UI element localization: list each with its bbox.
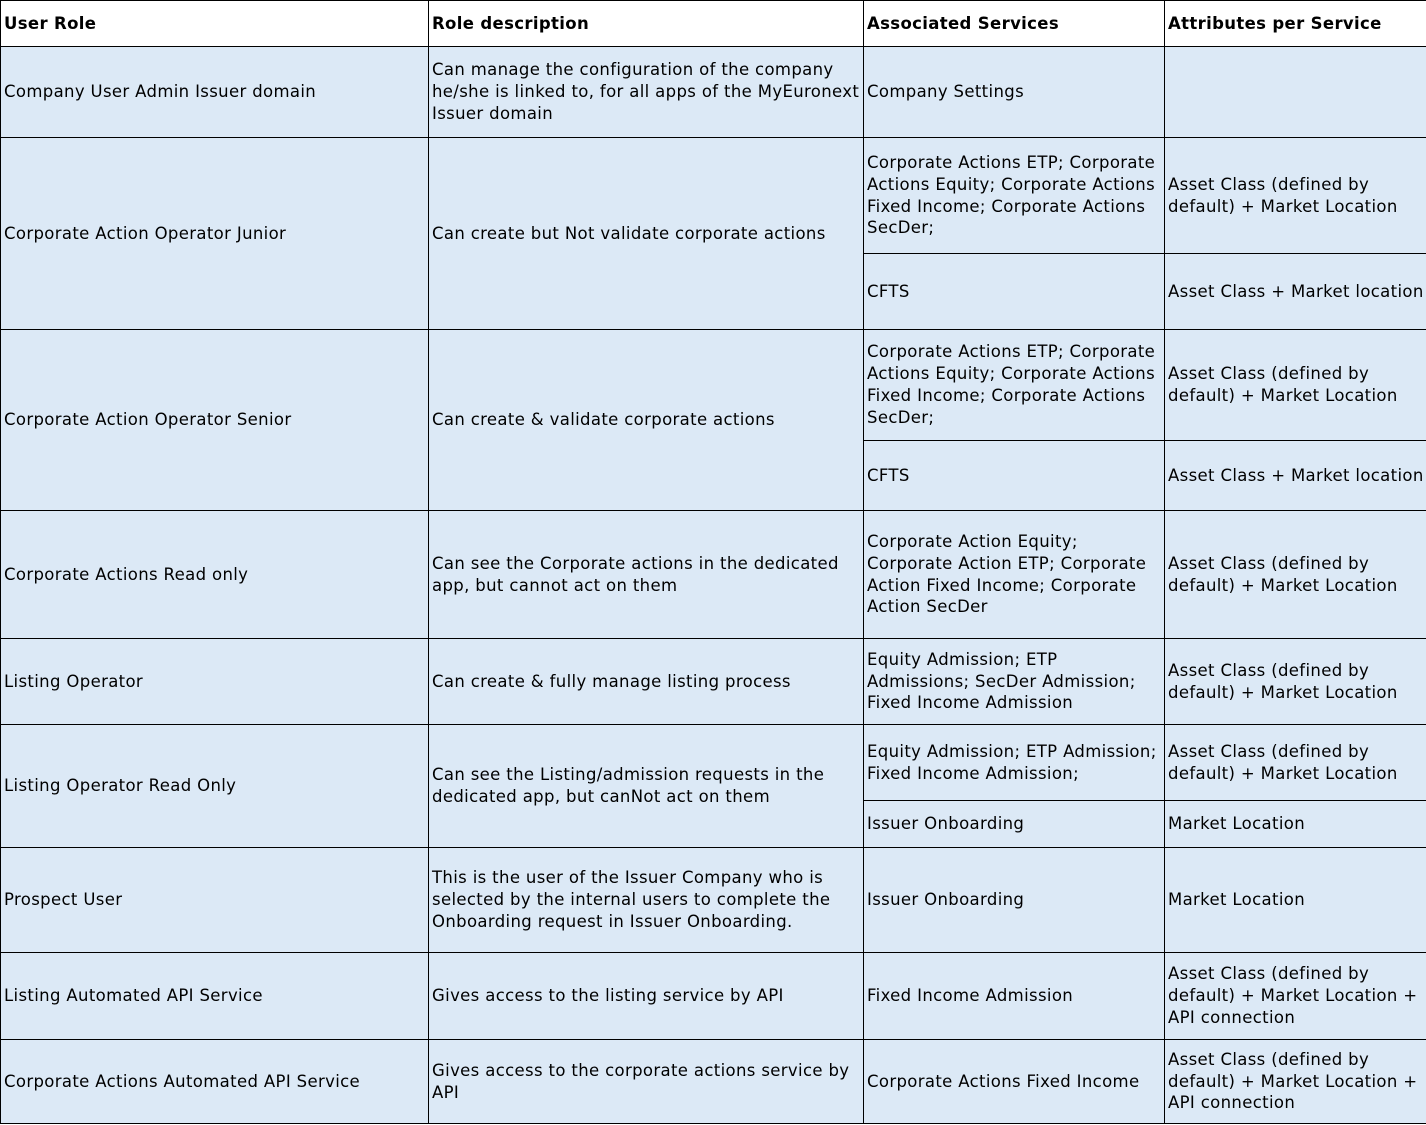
table-row [1,138,1426,254]
attributes-cell: Asset Class + Market location [1165,254,1426,330]
attributes-cell: Asset Class (defined by default) + Market Location + API connection [1165,1040,1426,1124]
description-cell: Can create but Not validate corporate actions [429,138,864,330]
role-cell: Corporate Action Operator Senior [1,330,429,511]
attributes-cell: Market Location [1165,801,1426,848]
role-cell: Prospect User [1,848,429,953]
attributes-cell [1165,47,1426,138]
role-cell: Company User Admin Issuer domain [1,47,429,138]
attributes-cell: Asset Class (defined by default) + Market Location [1165,138,1426,254]
service-cell: Equity Admission; ETP Admissions; SecDer Admission; Fixed Income Admission [864,639,1165,725]
service-cell: Fixed Income Admission [864,953,1165,1040]
description-cell: Can see the Listing/admission requests in the dedicated app, but canNot act on them [429,725,864,848]
attributes-cell: Market Location [1165,848,1426,953]
description-cell: Can create & validate corporate actions [429,330,864,511]
description-cell: Can manage the configuration of the company he/she is linked to, for all apps of the MyEuronext Issuer domain [429,47,864,138]
header-role-description: Role description [429,1,864,47]
attributes-cell: Asset Class (defined by default) + Market Location + API connection [1165,953,1426,1040]
description-cell: Gives access to the corporate actions service by API [429,1040,864,1124]
description-cell: Gives access to the listing service by API [429,953,864,1040]
table-row [1,848,1426,953]
role-cell: Corporate Actions Read only [1,511,429,639]
service-cell: Issuer Onboarding [864,801,1165,848]
header-row [1,1,1426,47]
attributes-cell: Asset Class + Market location [1165,441,1426,511]
table-row [1,725,1426,801]
service-cell: Issuer Onboarding [864,848,1165,953]
table-row [1,1040,1426,1124]
attributes-cell: Asset Class (defined by default) + Market Location [1165,725,1426,801]
attributes-cell: Asset Class (defined by default) + Market Location [1165,639,1426,725]
role-cell: Corporate Action Operator Junior [1,138,429,330]
role-cell: Corporate Actions Automated API Service [1,1040,429,1124]
table-row [1,953,1426,1040]
role-cell: Listing Automated API Service [1,953,429,1040]
service-cell: Corporate Actions ETP; Corporate Actions Equity; Corporate Actions Fixed Income; Corporate Actions SecDer; [864,138,1165,254]
header-user-role: User Role [1,1,429,47]
header-associated-services: Associated Services [864,1,1165,47]
description-cell: Can create & fully manage listing process [429,639,864,725]
table-row [1,330,1426,441]
table-row [1,639,1426,725]
service-cell: CFTS [864,441,1165,511]
service-cell: Equity Admission; ETP Admission; Fixed Income Admission; [864,725,1165,801]
attributes-cell: Asset Class (defined by default) + Market Location [1165,330,1426,441]
service-cell: CFTS [864,254,1165,330]
header-attributes-per-service: Attributes per Service [1165,1,1426,47]
service-cell: Company Settings [864,47,1165,138]
service-cell: Corporate Actions ETP; Corporate Actions Equity; Corporate Actions Fixed Income; Corporate Actions SecDer; [864,330,1165,441]
table-row [1,511,1426,639]
attributes-cell: Asset Class (defined by default) + Market Location [1165,511,1426,639]
service-cell: Corporate Actions Fixed Income [864,1040,1165,1124]
role-cell: Listing Operator Read Only [1,725,429,848]
role-cell: Listing Operator [1,639,429,725]
table-row [1,47,1426,138]
description-cell: Can see the Corporate actions in the dedicated app, but cannot act on them [429,511,864,639]
service-cell: Corporate Action Equity; Corporate Action ETP; Corporate Action Fixed Income; Corporate Action SecDer [864,511,1165,639]
description-cell: This is the user of the Issuer Company who is selected by the internal users to complete the Onboarding request in Issuer Onboarding. [429,848,864,953]
